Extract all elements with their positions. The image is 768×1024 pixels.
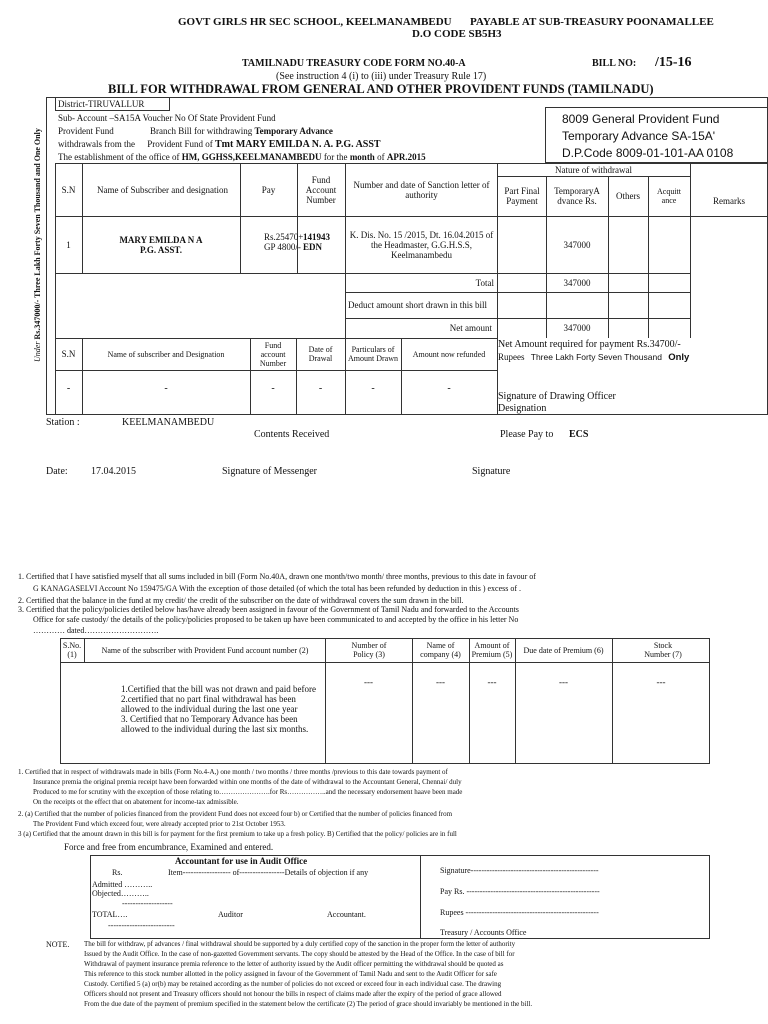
- col-sn-header: S.N: [61, 184, 76, 195]
- t2-fund-value: -: [271, 382, 275, 394]
- audit-admitted: Admitted ………..: [92, 880, 153, 889]
- note-line3: Withdrawal of payment insurance premia reference to the letter of authority issued by the Audit officer permitting the withdrawal should be quoted as: [84, 960, 504, 968]
- info-line2: [58, 126, 333, 136]
- month-label: month: [349, 152, 375, 162]
- total-value: 347000: [563, 277, 591, 288]
- t3-policy-value: ---: [364, 677, 373, 687]
- month-value: APR.2015: [386, 152, 426, 162]
- row1-sanction: K. Dis. No. 15 /2015, Dt. 16.04.2015 of the Headmaster, G.G.H.S.S, Keelmanambedu: [349, 229, 494, 260]
- account-line1: 8009 General Provident Fund: [562, 112, 720, 126]
- cert3-line3: ………… dated……………………….: [33, 626, 159, 635]
- col-sanction-header: Number and date of Sanction letter of authority: [353, 179, 490, 200]
- cert3-line1: 3. Certified that the policy/policies detiled below has/have already been assigned in favour of the Government of Tamil Nadu and forwarded to the Accounts: [18, 605, 519, 614]
- t3-premium-header: Amount of Premium (5): [471, 641, 513, 659]
- school-name: GOVT GIRLS HR SEC SCHOOL, KEELMANAMBEDU: [178, 16, 452, 28]
- info-line3: [58, 139, 381, 150]
- t3-due-header: Due date of Premium (6): [523, 645, 604, 655]
- provident-fund-label: Provident Fund: [58, 126, 114, 136]
- row1-pay-line2: GP 4800/-: [264, 242, 301, 252]
- note-line6: Officers should not present and Treasury officers should not honour the bills in respect of claims made after the expiry of the period of grace allowed: [84, 990, 502, 998]
- rupees-only: Only: [668, 352, 690, 363]
- branch-bill-label: Branch Bill for withdrawing: [150, 126, 253, 136]
- fund-of-label: Provident Fund of: [147, 139, 213, 149]
- office-name: HM, GGHSS,KEELMANAMBEDU: [181, 152, 322, 162]
- note-line5: Custody. Certified 5 (a) or(b) may be retained according as the number of policies do not exceed or exceed four in each individual case. The drawing: [84, 980, 502, 988]
- t2-fund-header: Fund account Number: [259, 340, 287, 368]
- t2-name-header: Name of subscriber and Designation: [107, 349, 225, 359]
- contents-received: Contents Received: [254, 429, 330, 440]
- bill-title: BILL FOR WITHDRAWAL FROM GENERAL AND OTHER PROVIDENT FUNDS (TAMILNADU): [108, 82, 654, 96]
- row1-name: [82, 222, 240, 267]
- withdrawals-label: withdrawals from the: [58, 139, 135, 149]
- bill-no-label: BILL NO:: [592, 58, 637, 69]
- col-acquittance-header: Acquitt ance: [657, 187, 681, 205]
- row1-fund: [303, 232, 330, 252]
- t2-date-value: -: [318, 382, 323, 394]
- t2-particulars-header: Particulars of Amount Drawn: [348, 345, 398, 363]
- withdrawal-type: Temporary Advance: [254, 126, 333, 136]
- side-amount: Rs.347000/- Three Lakh Forty Seven Thousand and One Only: [33, 128, 42, 340]
- account-line3: D.P.Code 8009-01-101-AA 0108: [562, 146, 734, 160]
- cert2-3-line: 3 (a) Certified that the amount drawn in this bill is for payment for the first premium to take up a fresh policy. B) Certified that the policy/ policies are in full: [18, 830, 457, 838]
- date-label: Date:: [46, 466, 68, 477]
- col-temporary-header: TemporaryA dvance Rs.: [554, 186, 600, 206]
- note-line7: From the due date of the payment of premium specified in the statement below the certificate (2) The period of grace should invariably be mentioned in the bill.: [84, 1000, 533, 1008]
- t2-date-header: Date of Drawal: [308, 345, 333, 363]
- audit-total: TOTAL….: [92, 910, 128, 919]
- deduct-label: Deduct amount short drawn in this bill: [348, 300, 487, 310]
- audit-dashes: -------------------: [122, 899, 173, 908]
- cert3-line2: Office for safe custody/ the details of the policy/policies proposed to be taken up have been communicated to and accepted by the office in his letter No: [33, 615, 519, 624]
- date-value: 17.04.2015: [91, 466, 136, 477]
- form-number: TAMILNADU TREASURY CODE FORM NO.40-A: [242, 58, 466, 69]
- t2-refunded-header: Amount now refunded: [412, 349, 486, 359]
- row1-fund-line2: EDN: [303, 242, 323, 252]
- t3-due-value: ---: [559, 677, 568, 687]
- messenger-signature: Signature of Messenger: [222, 466, 317, 477]
- please-pay-label: Please Pay to: [500, 429, 554, 440]
- rupees-words: Three Lakh Forty Seven Thousand: [530, 352, 662, 362]
- signature-label: Signature: [472, 466, 511, 477]
- t3-name-header: Name of the subscriber with Provident Fund account number (2): [101, 645, 309, 655]
- t3-sno-header: S.No. (1): [62, 641, 82, 659]
- audit-treasury: Treasury / Accounts Office: [440, 928, 527, 937]
- bill-no-value: /15-16: [655, 55, 692, 70]
- cert2-1-line2: Insurance premia the original premia receipt have been forwarded within one months of the date of withdrawal to the Accountant General, Chennai/ duly: [33, 778, 462, 786]
- t3-cert1: 1.Certified that the bill was not drawn and paid before: [121, 684, 316, 694]
- station-value: KEELMANAMBEDU: [122, 417, 215, 428]
- t3-stock-value: ---: [656, 677, 666, 687]
- cert2-1-line3: Produced to me for scrutiny with the exception of those relating to………………….for Rs……………..and the necessary endorsement haave been made: [33, 788, 463, 796]
- net-required: Net Amount required for payment Rs.34700/-: [498, 339, 681, 350]
- col-remarks-header: Remarks: [713, 196, 745, 206]
- row1-sn: 1: [66, 239, 71, 250]
- note-label: NOTE.: [46, 940, 70, 949]
- t3-certificates: [121, 684, 323, 734]
- drawing-officer-designation: Designation: [498, 403, 547, 414]
- district: District-TIRUVALLUR: [58, 99, 145, 109]
- audit-signature: Signature------------------------------------------------: [440, 866, 599, 875]
- t2-refunded-value: -: [447, 382, 451, 394]
- audit-accountant: Accountant.: [327, 910, 366, 919]
- please-pay-value: ECS: [569, 429, 589, 440]
- row1-pay-line1: Rs.25470+: [264, 232, 304, 242]
- t2-sn-header: S.N: [61, 349, 76, 359]
- audit-rupees: Rupees --------------------------------------------------: [440, 908, 599, 917]
- col-part-final-header: Part Final Payment: [504, 186, 540, 206]
- net-amount-label: Net amount: [449, 323, 492, 333]
- side-under: Under: [33, 341, 42, 362]
- cert2-2-line2: The Provident Fund which exceed four, were already accepted prior to 21st October 1953.: [33, 820, 286, 828]
- col-name-header: Name of Subscriber and designation: [97, 184, 228, 195]
- row1-fund-line1: 141943: [303, 232, 330, 242]
- net-rupees: [498, 352, 689, 363]
- audit-rs: Rs.: [112, 868, 123, 877]
- station-label: Station :: [46, 417, 80, 428]
- rupees-label: Rupees: [498, 352, 525, 362]
- t3-premium-value: ---: [487, 677, 497, 687]
- side-amount-text: [33, 128, 42, 362]
- total-label: Total: [475, 277, 494, 288]
- row1-name-line2: P.G. ASST.: [139, 244, 183, 255]
- t2-particulars-value: -: [371, 382, 375, 394]
- row1-temporary-amount: 347000: [563, 239, 591, 250]
- account-line2: Temporary Advance SA-15A': [562, 129, 716, 143]
- audit-objected: Objected………..: [92, 889, 149, 898]
- nature-of-withdrawal-header: Nature of withdrawal: [555, 164, 632, 175]
- row1-name-line1: MARY EMILDA N A: [119, 234, 203, 245]
- cert2-4-line: Force and free from encumbrance, Examined and entered.: [64, 842, 274, 852]
- t3-stock-header: Stock Number (7): [644, 641, 682, 659]
- audit-auditor: Auditor: [218, 910, 243, 919]
- row1-pay: [264, 232, 303, 252]
- cert1-line2: G KANAGASELVI Account No 159475/GA With the exception of those detailed (of which the total has been refunded by deduction in this ) excess of .: [33, 584, 522, 593]
- audit-item: Item------------------ of-----------------Details of objection if any: [168, 868, 369, 877]
- cert2-1-line4: On the receipts ot the effect that on abatement for income-tax admissible.: [33, 798, 239, 806]
- do-code: D.O CODE SB5H3: [412, 28, 502, 40]
- for-the-label: for the: [323, 152, 348, 162]
- col-fund-header: Fund Account Number: [305, 174, 337, 205]
- t2-sn-value: -: [66, 382, 71, 394]
- cert1-line1: 1. Certified that I have satisfied myself that all sums included in bill (Form No.40A, drawn one month/two month/ three months, previous to this date in favour of: [18, 572, 536, 581]
- net-amount-value: 347000: [563, 323, 591, 333]
- t2-name-value: -: [164, 382, 168, 394]
- col-others-header: Others: [616, 191, 640, 201]
- info-line1: Sub- Account –SA15A Voucher No Of State Provident Fund: [58, 113, 276, 123]
- note-line1: The bill for withdraw, pf advances / final withdrawal should be supported by a duly certified copy of the sanction in the proper form the letter of authority: [84, 940, 516, 948]
- establishment-label: The establishment of the office of: [58, 152, 180, 162]
- col-pay-header: Pay: [261, 184, 276, 195]
- t3-company-value: ---: [436, 677, 445, 687]
- t3-company-header: Name of company (4): [420, 641, 461, 659]
- of-label: of: [377, 152, 385, 162]
- t3-cert3: 3. Certified that no Temporary Advance has been allowed to the individual during the last six months.: [121, 714, 309, 734]
- t3-cert2: 2.certified that no part final withdrawal has been allowed to the individual during the last one year: [121, 694, 298, 714]
- note-line4: This reference to this stock number allotted in the policy assigned in favour of the Government of Tamil Nadu and sent to the Audit Officer for safe: [84, 970, 497, 978]
- cert2-2-line1: 2. (a) Certified that the number of policies financed from the provident Fund does not exceed four b) or Certified that the number of policies financed from: [18, 810, 453, 818]
- payable-at: PAYABLE AT SUB-TREASURY POONAMALLEE: [470, 16, 714, 28]
- info-line4: [58, 152, 426, 162]
- cert2-1-line1: 1. Certified that in respect of withdrawals made in bills (Form No.4-A,) one month / two months / three months /previous to this date towards payment of: [18, 768, 448, 776]
- t3-policy-header: Number of Policy (3): [351, 641, 387, 659]
- cert2-line: 2. Certified that the balance in the fund at my credit/ the credit of the subscriber on the date of withdrawal covers the sum drawn in the bill.: [18, 596, 464, 605]
- audit-pay-rs: Pay Rs. --------------------------------------------------: [440, 887, 600, 896]
- drawing-officer-signature: Signature of Drawing Officer: [498, 391, 616, 402]
- audit-title: Accountant for use in Audit Office: [175, 856, 308, 866]
- instruction-text: (See instruction 4 (i) to (iii) under Treasury Rule 17): [276, 71, 487, 82]
- note-line2: Issued by the Audit Office. In the case of non-gazetted Government servants. The copy should be attested by the Head of the Office. In the case of bill for: [84, 950, 515, 958]
- audit-dashes2: -------------------------: [108, 921, 175, 930]
- subscriber-name: Tmt MARY EMILDA N. A. P.G. ASST: [215, 139, 381, 150]
